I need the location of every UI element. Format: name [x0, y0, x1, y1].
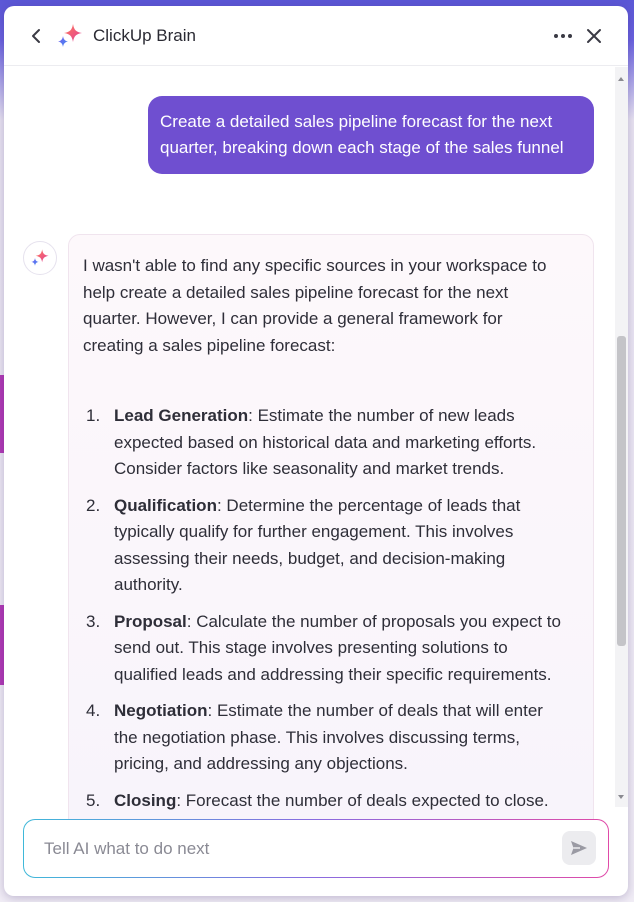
send-button[interactable] — [562, 831, 596, 865]
brain-chat-panel — [4, 6, 628, 896]
list-item — [83, 609, 563, 689]
close-button[interactable] — [582, 24, 606, 48]
chevron-left-icon — [30, 28, 42, 44]
step-term: Negotiation — [114, 701, 208, 720]
back-button[interactable] — [26, 25, 46, 47]
scroll-down-arrow-icon[interactable] — [616, 792, 626, 802]
step-text: : Forecast the number of deals expected to close. — [176, 790, 549, 810]
sparkle-icon — [30, 248, 50, 268]
step-number: 3. — [86, 611, 101, 631]
step-term: Qualification — [114, 495, 217, 515]
composer-inner — [24, 820, 608, 877]
forecast-steps-list — [83, 403, 579, 841]
step-text: : Estimate the number of deals that will enter the negotiation phase. This involves discussing terms, pricing, and addressing any objections. — [114, 701, 543, 773]
list-item — [83, 698, 563, 778]
prompt-input[interactable] — [44, 820, 544, 877]
ai-avatar — [23, 241, 57, 275]
ai-response — [68, 234, 594, 834]
step-number: 1. — [86, 406, 101, 425]
list-item — [83, 403, 563, 483]
more-options-button[interactable] — [551, 24, 575, 48]
ai-response-intro: I wasn't able to find any specific sources in your workspace to help create a detailed sales pipeline forecast for the next quarter. However, I can provide a general framework for creating a sales pipeline forecast: — [83, 256, 547, 355]
step-text: : Estimate the number of new leads expected based on historical data and marketing efforts. Consider factors like seasonality and market trends. — [114, 406, 537, 478]
scrollbar-thumb[interactable] — [617, 336, 626, 646]
panel-header — [4, 6, 628, 66]
close-icon — [586, 28, 602, 44]
step-text: : Determine the percentage of leads that typically qualify for further engagement. This involves assessing their needs, budget, and decision-making authority. — [114, 495, 521, 594]
panel-title: ClickUp Brain — [93, 26, 196, 45]
step-text: : Calculate the number of proposals you expect to send out. This stage involves presenting solutions to qualified leads and addressing their specific requirements. — [114, 611, 561, 684]
composer — [23, 819, 609, 878]
send-icon — [570, 840, 588, 856]
list-item — [83, 493, 563, 599]
step-number: 4. — [86, 701, 101, 720]
chat-thread[interactable] — [4, 67, 614, 810]
sparkle-icon — [56, 22, 84, 50]
step-term: Lead Generation — [114, 406, 249, 425]
more-horizontal-icon — [553, 33, 573, 39]
step-term: Closing — [114, 790, 177, 810]
step-number: 2. — [86, 495, 101, 515]
step-term: Proposal — [114, 611, 187, 631]
user-message: Create a detailed sales pipeline forecast for the next quarter, breaking down each stage of the sales funnel — [148, 96, 594, 174]
step-number: 5. — [86, 790, 101, 810]
scroll-up-arrow-icon[interactable] — [616, 74, 626, 84]
